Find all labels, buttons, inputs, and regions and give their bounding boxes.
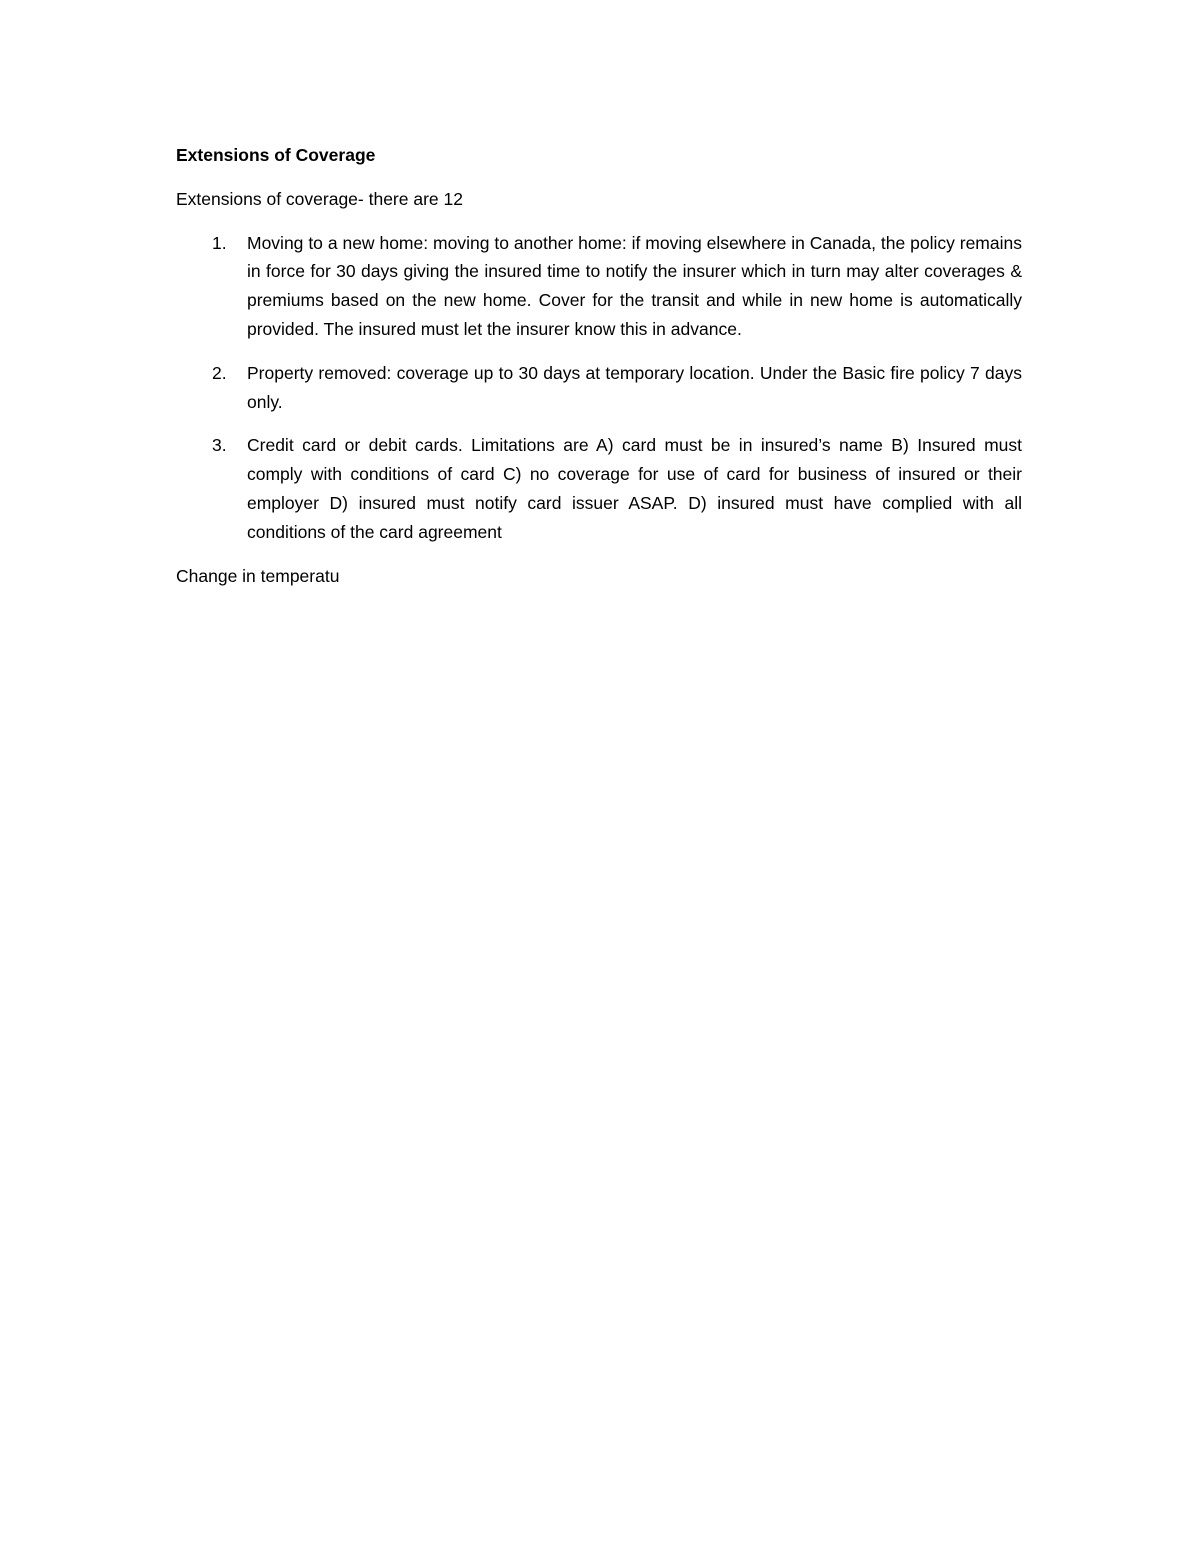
closing-paragraph: Change in temperatu bbox=[176, 565, 340, 586]
list-item-number: 2. bbox=[212, 362, 227, 383]
document-body bbox=[176, 141, 1022, 590]
list-item-number: 1. bbox=[212, 232, 227, 253]
list-item bbox=[176, 229, 1022, 344]
list-item bbox=[176, 359, 1022, 417]
list-item-number: 3. bbox=[212, 435, 227, 456]
document-title: Extensions of Coverage bbox=[176, 145, 376, 165]
list-item bbox=[176, 431, 1022, 546]
list-item-text: Property removed: coverage up to 30 days at temporary location. Under the Basic fire policy 7 days only. bbox=[247, 362, 1022, 412]
intro-paragraph: Extensions of coverage- there are 12 bbox=[176, 188, 463, 209]
list-item-text: Moving to a new home: moving to another home: if moving elsewhere in Canada, the policy remains in force for 30 days giving the insured time to notify the insurer which in turn may alter coverages & premiums based on the new home. Cover for the transit and while in new home is automatically provided. The insured must let the insurer know this in advance. bbox=[247, 232, 1022, 339]
coverage-extensions-list bbox=[176, 229, 1022, 547]
list-item-text: Credit card or debit cards. Limitations are A) card must be in insured’s name B) Insured must comply with conditions of card C) no coverage for use of card for business of insured or their employer D) insured must notify card issuer ASAP. D) insured must have complied with all conditions of the card agreement bbox=[247, 435, 1022, 542]
